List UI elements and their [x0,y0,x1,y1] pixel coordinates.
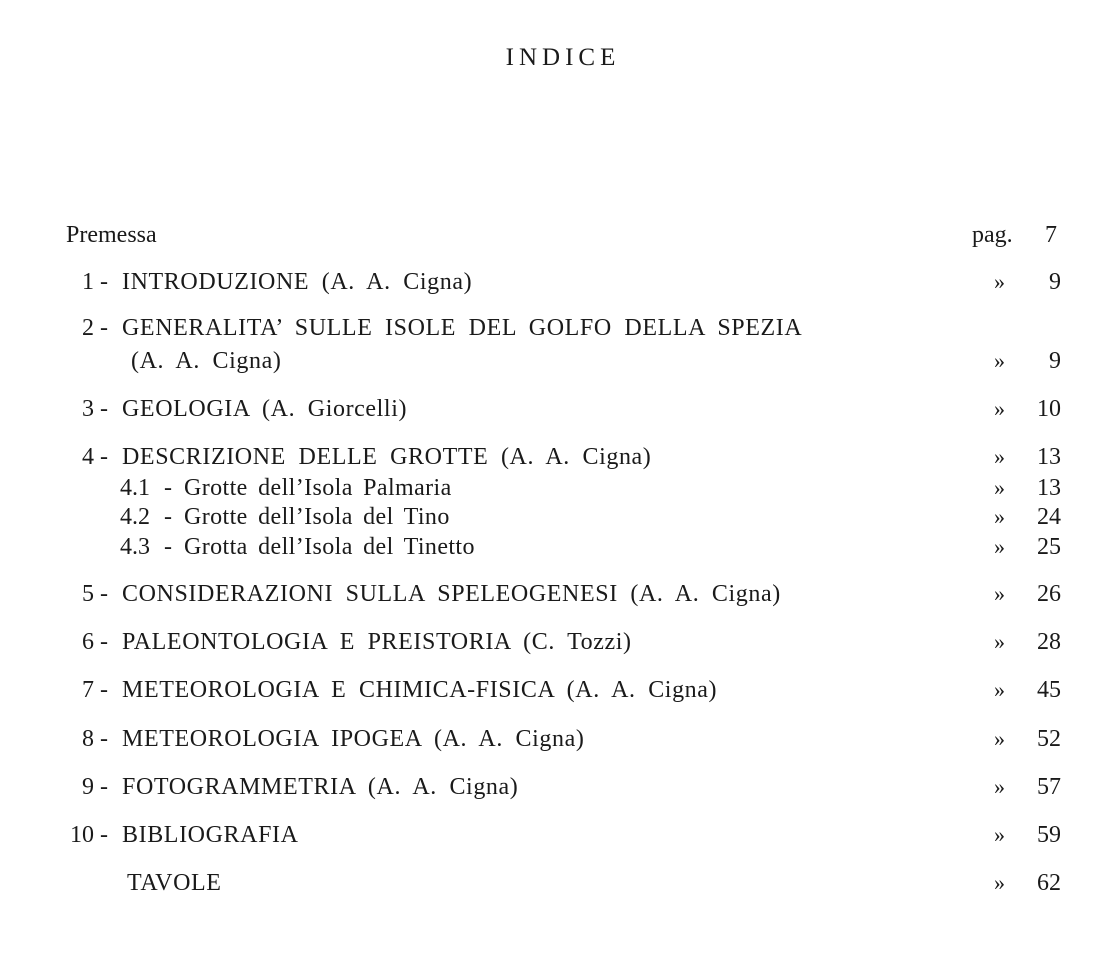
ditto-mark: » [994,475,1005,500]
toc-entry-page: 57 [1037,774,1061,800]
toc-entry-number: 4.2 [120,504,150,530]
toc-entry-page: 62 [1037,870,1061,896]
ditto-mark: » [994,726,1005,751]
toc-entry-page: 45 [1037,677,1061,703]
toc-entry-page: 9 [1049,348,1061,374]
ditto-mark: » [994,504,1005,529]
toc-dash: - [100,677,108,703]
toc-entry-number: 7 [82,677,94,703]
toc-entry-text-continued: (A. A. Cigna) [131,348,282,374]
toc-entry-text: Grotte dell’Isola del Tino [184,504,450,530]
ditto-mark: » [994,348,1005,373]
toc-entry-text: GEOLOGIA (A. Giorcelli) [122,396,408,422]
toc-entry-number: 2 [82,315,94,341]
toc-entry-text: METEOROLOGIA IPOGEA (A. A. Cigna) [122,726,585,752]
toc-entry-page: 52 [1037,726,1061,752]
toc-dash: - [100,629,108,655]
toc-dash: - [100,822,108,848]
toc-entry-page: 28 [1037,629,1061,655]
ditto-mark: » [994,629,1005,654]
toc-entry-number: 4.3 [120,534,150,560]
toc-entry-number: 1 [82,269,94,295]
toc-entry-page: 7 [1045,222,1057,248]
toc-dash: - [164,534,172,560]
toc-entry-text: GENERALITA’ SULLE ISOLE DEL GOLFO DELLA SPEZIA [122,315,803,341]
toc-entry-page: 26 [1037,581,1061,607]
ditto-mark: » [994,870,1005,895]
toc-dash: - [100,396,108,422]
toc-entry-page: 13 [1037,475,1061,501]
toc-entry-number: 8 [82,726,94,752]
toc-entry-text: BIBLIOGRAFIA [122,822,299,848]
toc-entry-number: 3 [82,396,94,422]
ditto-mark: » [994,774,1005,799]
toc-entry-text: INTRODUZIONE (A. A. Cigna) [122,269,473,295]
toc-dash: - [164,504,172,530]
ditto-mark: » [994,269,1005,294]
toc-entry-text: TAVOLE [127,870,222,896]
toc-entry-text: METEOROLOGIA E CHIMICA-FISICA (A. A. Cigna) [122,677,718,703]
ditto-mark: » [994,534,1005,559]
ditto-mark: » [994,677,1005,702]
ditto-mark: » [994,396,1005,421]
toc-entry-number: 9 [82,774,94,800]
toc-entry-text: FOTOGRAMMETRIA (A. A. Cigna) [122,774,519,800]
toc-entry-page: 24 [1037,504,1061,530]
toc-dash: - [164,475,172,501]
toc-entry-page: 59 [1037,822,1061,848]
toc-entry-text: Grotta dell’Isola del Tinetto [184,534,475,560]
toc-dash: - [100,444,108,470]
toc-dash: - [100,269,108,295]
toc-entry-text: DESCRIZIONE DELLE GROTTE (A. A. Cigna) [122,444,652,470]
toc-dash: - [100,581,108,607]
toc-entry-number: 6 [82,629,94,655]
ditto-mark: » [994,444,1005,469]
toc-entry-number: 4.1 [120,475,150,501]
page-title: INDICE [505,44,621,71]
toc-dash: - [100,726,108,752]
toc-entry-text: CONSIDERAZIONI SULLA SPELEOGENESI (A. A. Cigna) [122,581,781,607]
toc-dash: - [100,774,108,800]
ditto-mark: » [994,581,1005,606]
toc-entry-text: Grotte dell’Isola Palmaria [184,475,452,501]
toc-entry-number: 10 [70,822,94,848]
ditto-mark: » [994,822,1005,847]
toc-entry-number: 5 [82,581,94,607]
toc-entry-text: Premessa [66,222,157,248]
toc-entry-page: 10 [1037,396,1061,422]
toc-entry-page: 13 [1037,444,1061,470]
toc-entry-page: 25 [1037,534,1061,560]
toc-entry-text: PALEONTOLOGIA E PREISTORIA (C. Tozzi) [122,629,632,655]
toc-dash: - [100,315,108,341]
pag-label: pag. [972,222,1013,248]
toc-entry-number: 4 [82,444,94,470]
toc-entry-page: 9 [1049,269,1061,295]
